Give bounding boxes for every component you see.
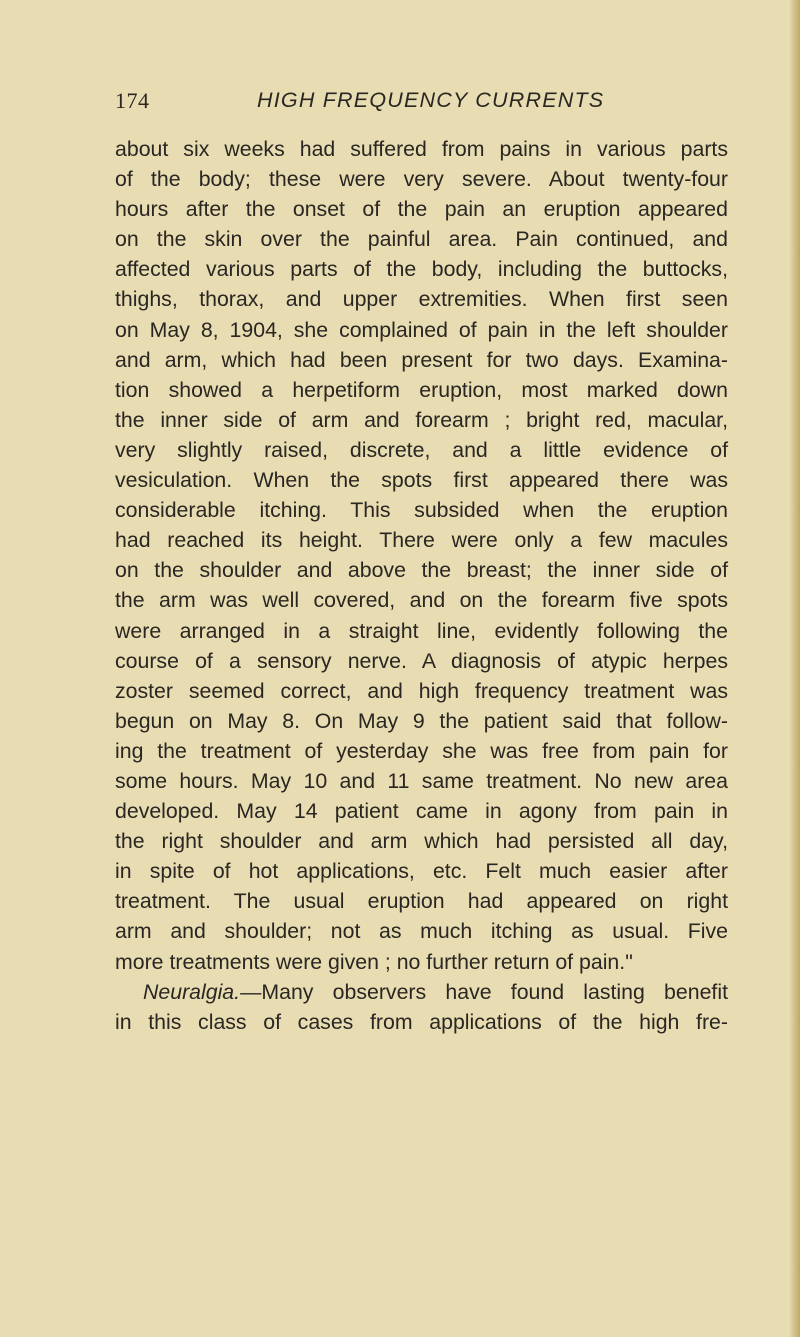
text-line: in spite of hot applications, etc. Felt much easier after (115, 859, 728, 884)
paragraph-text: —Many observers have found lasting benefit (240, 979, 728, 1004)
text-line: in this class of cases from applications of the high fre- (115, 1009, 728, 1034)
text-line: vesiculation. When the spots first appeared there was (115, 468, 728, 493)
text-line: on May 8, 1904, she complained of pain in the left shoulder (115, 317, 728, 342)
text-line: hours after the onset of the pain an eruption appeared (115, 197, 728, 222)
text-line: the arm was well covered, and on the forearm five spots (115, 588, 728, 613)
text-line: zoster seemed correct, and high frequency treatment was (115, 678, 728, 703)
page-number: 174 (115, 88, 150, 113)
paragraph-start-line (115, 977, 728, 1007)
text-line: the right shoulder and arm which had persisted all day, (115, 829, 728, 854)
text-line: the inner side of arm and forearm ; bright red, macular, (115, 407, 728, 432)
text-line: very slightly raised, discrete, and a little evidence of (115, 437, 728, 462)
text-line: arm and shoulder; not as much itching as usual. Five (115, 919, 728, 944)
text-line: begun on May 8. On May 9 the patient said that follow- (115, 708, 728, 733)
page-edge (790, 0, 800, 1337)
section-heading: Neuralgia. (143, 979, 241, 1004)
text-line: of the body; these were very severe. About twenty-four (115, 167, 728, 192)
text-line: about six weeks had suffered from pains in various parts (115, 137, 728, 161)
text-line: thighs, thorax, and upper extremities. When first seen (115, 287, 728, 312)
text-line: and arm, which had been present for two days. Examina- (115, 347, 728, 372)
text-line: ing the treatment of yesterday she was free from pain for (115, 738, 728, 763)
body-text (115, 134, 728, 1037)
text-line: treatment. The usual eruption had appeared on right (115, 889, 728, 914)
text-line: considerable itching. This subsided when the eruption (115, 498, 728, 523)
text-line: had reached its height. There were only a few macules (115, 528, 728, 553)
text-line: more treatments were given ; no further return of pain." (115, 949, 633, 974)
running-head: HIGH FREQUENCY CURRENTS (257, 88, 605, 112)
text-line: affected various parts of the body, including the buttocks, (115, 257, 728, 282)
text-line: on the skin over the painful area. Pain continued, and (115, 227, 728, 252)
text-line: were arranged in a straight line, evidently following the (115, 618, 728, 643)
text-line: on the shoulder and above the breast; the inner side of (115, 558, 728, 583)
text-line: course of a sensory nerve. A diagnosis of atypic herpes (115, 648, 728, 673)
page-header (115, 88, 715, 116)
text-line: tion showed a herpetiform eruption, most marked down (115, 377, 728, 402)
text-line: some hours. May 10 and 11 same treatment. No new area (115, 768, 728, 793)
text-line: developed. May 14 patient came in agony from pain in (115, 799, 728, 824)
